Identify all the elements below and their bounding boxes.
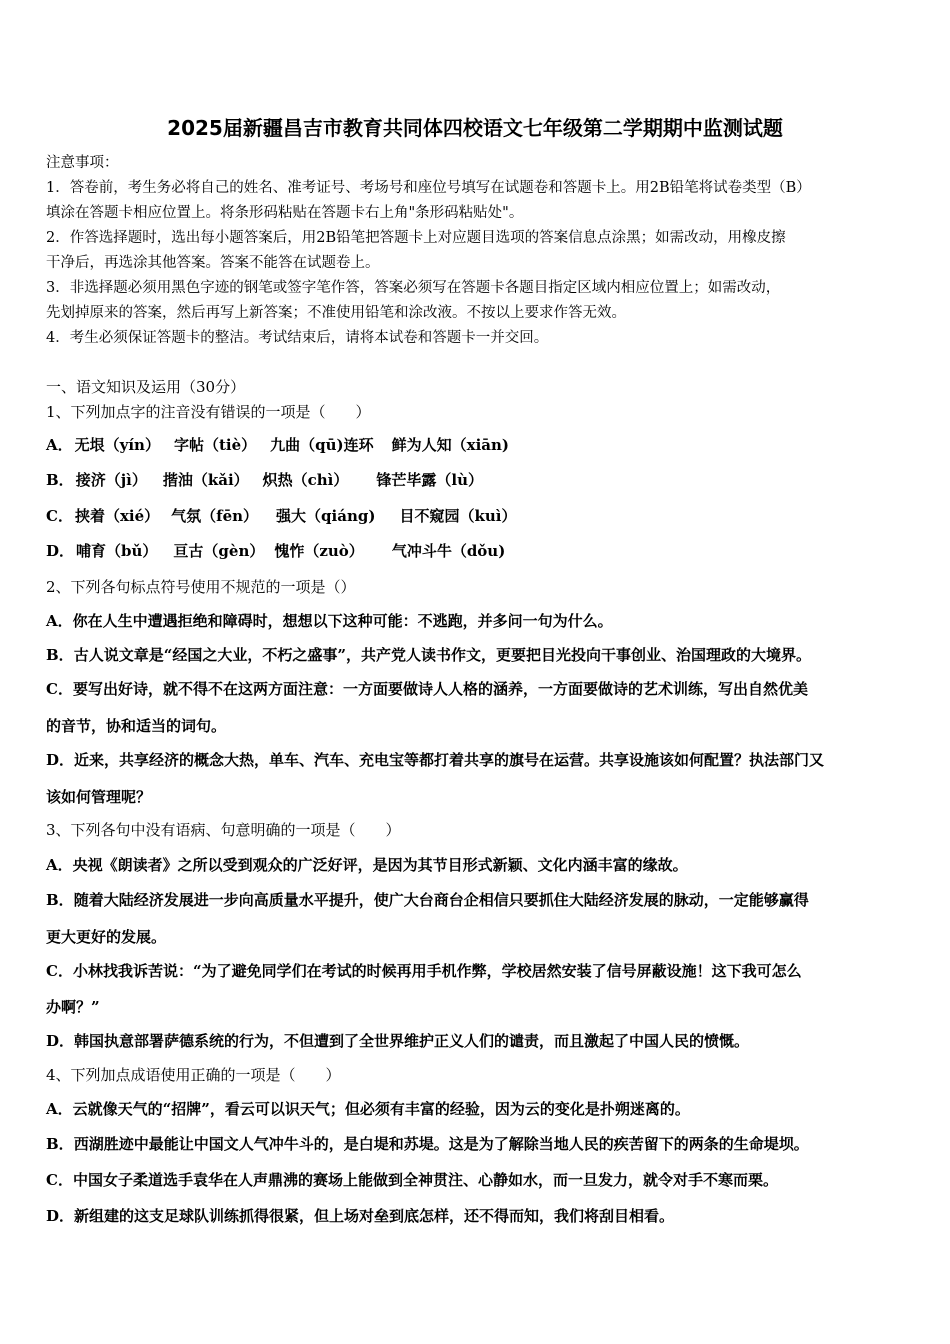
question-3-stem: 3、下列各句中没有语病、句意明确的一项是（ ） (46, 821, 401, 839)
q3-option-b: B．随着大陆经济发展进一步向高质量水平提升，使广大台商台企相信只要抓住大陆经济发展的脉动，一定能够赢得 (46, 891, 809, 909)
notice-line: 4．考生必须保证答题卡的整洁。考试结束后，请将本试卷和答题卡一并交回。 (46, 330, 549, 346)
q4-option-b: B．西湖胜迹中最能让中国文人气冲牛斗的，是白堤和苏堤。这是为了解除当地人民的疾苦留下的两条的生命堤坝。 (46, 1135, 809, 1153)
q1-option-c: C． 挟着（xié） 气氛（fēn） 强大（qiáng) 目不窥园（kuì） (46, 507, 517, 525)
q3-option-d: D．韩国执意部署萨德系统的行为，不但遭到了全世界维护正义人们的谴责，而且激起了中国人民的愤慨。 (46, 1032, 750, 1050)
notice-heading: 注意事项： (46, 155, 119, 171)
page-title: 2025届新疆昌吉市教育共同体四校语文七年级第二学期期中监测试题 (167, 116, 783, 140)
q4-option-d: D．新组建的这支足球队训练抓得很紧，但上场对垒到底怎样，还不得而知，我们将刮目相看。 (46, 1207, 675, 1225)
notice-line: 先划掉原来的答案，然后再写上新答案；不准使用铅笔和涂改液。不按以上要求作答无效。 (46, 305, 626, 321)
q4-option-a: A．云就像天气的“招牌”，看云可以识天气；但必须有丰富的经验，因为云的变化是扑朔迷离的。 (46, 1100, 690, 1118)
q1-option-d: D． 哺育（bǔ） 亘古（gèn） 愧怍（zuò） 气冲斗牛（dǒu) (46, 542, 506, 560)
question-2-stem: 2、下列各句标点符号使用不规范的一项是（） (46, 578, 356, 596)
q2-option-d: D．近来，共享经济的概念大热，单车、汽车、充电宝等都打着共享的旗号在运营。共享设施该如何配置？执法部门又 (46, 751, 825, 769)
notice-line: 3．非选择题必须用黑色字迹的钢笔或签字笔作答，答案必须写在答题卡各题目指定区域内相应位置上；如需改动， (46, 280, 781, 296)
q2-option-c-cont: 的音节，协和适当的词句。 (46, 717, 227, 735)
question-4-stem: 4、下列加点成语使用正确的一项是（ ） (46, 1066, 341, 1084)
notice-line: 1．答卷前，考生务必将自己的姓名、准考证号、考场号和座位号填写在试题卷和答题卡上。用2B铅笔将试卷类型（B） (46, 180, 811, 196)
q2-option-d-cont: 该如何管理呢？ (46, 788, 152, 806)
q3-option-b-cont: 更大更好的发展。 (46, 928, 167, 946)
question-1-stem: 1、下列加点字的注音没有错误的一项是（ ） (46, 403, 371, 421)
notice-line: 2．作答选择题时，选出每小题答案后，用2B铅笔把答题卡上对应题目选项的答案信息点涂黑；如需改动，用橡皮擦 (46, 230, 786, 246)
q2-option-c: C．要写出好诗，就不得不在这两方面注意：一方面要做诗人人格的涵养，一方面要做诗的艺术训练，写出自然优美 (46, 680, 808, 698)
q3-option-c: C．小林找我诉苦说：“为了避免同学们在考试的时候再用手机作弊，学校居然安装了信号屏蔽设施！这下我可怎么 (46, 962, 802, 980)
section-heading: 一、语文知识及运用（30分） (46, 378, 246, 396)
q3-option-c-cont: 办啊？” (46, 998, 100, 1016)
q4-option-c: C．中国女子柔道选手袁华在人声鼎沸的赛场上能做到全神贯注、心静如水，而一旦发力，就令对手不寒而栗。 (46, 1171, 778, 1189)
q3-option-a: A．央视《朗读者》之所以受到观众的广泛好评，是因为其节目形式新颖、文化内涵丰富的缘故。 (46, 856, 688, 874)
q1-option-a: A． 无垠（yín） 字帖（tiè） 九曲（qū)连环 鲜为人知（xiān) (46, 436, 510, 454)
q2-option-a: A．你在人生中遭遇拒绝和障碍时，想想以下这种可能：不逃跑，并多问一句为什么。 (46, 612, 613, 630)
notice-line: 干净后，再选涂其他答案。答案不能答在试题卷上。 (46, 255, 380, 271)
notice-line: 填涂在答题卡相应位置上。将条形码粘贴在答题卡右上角"条形码粘贴处"。 (46, 205, 524, 221)
q1-option-b: B． 接济（jì） 揩油（kǎi） 炽热（chì） 锋芒毕露（lù） (46, 471, 483, 489)
q2-option-b: B．古人说文章是“经国之大业，不朽之盛事”，共产党人读书作文，更要把目光投向干事创业、治国理政的大境界。 (46, 646, 811, 664)
